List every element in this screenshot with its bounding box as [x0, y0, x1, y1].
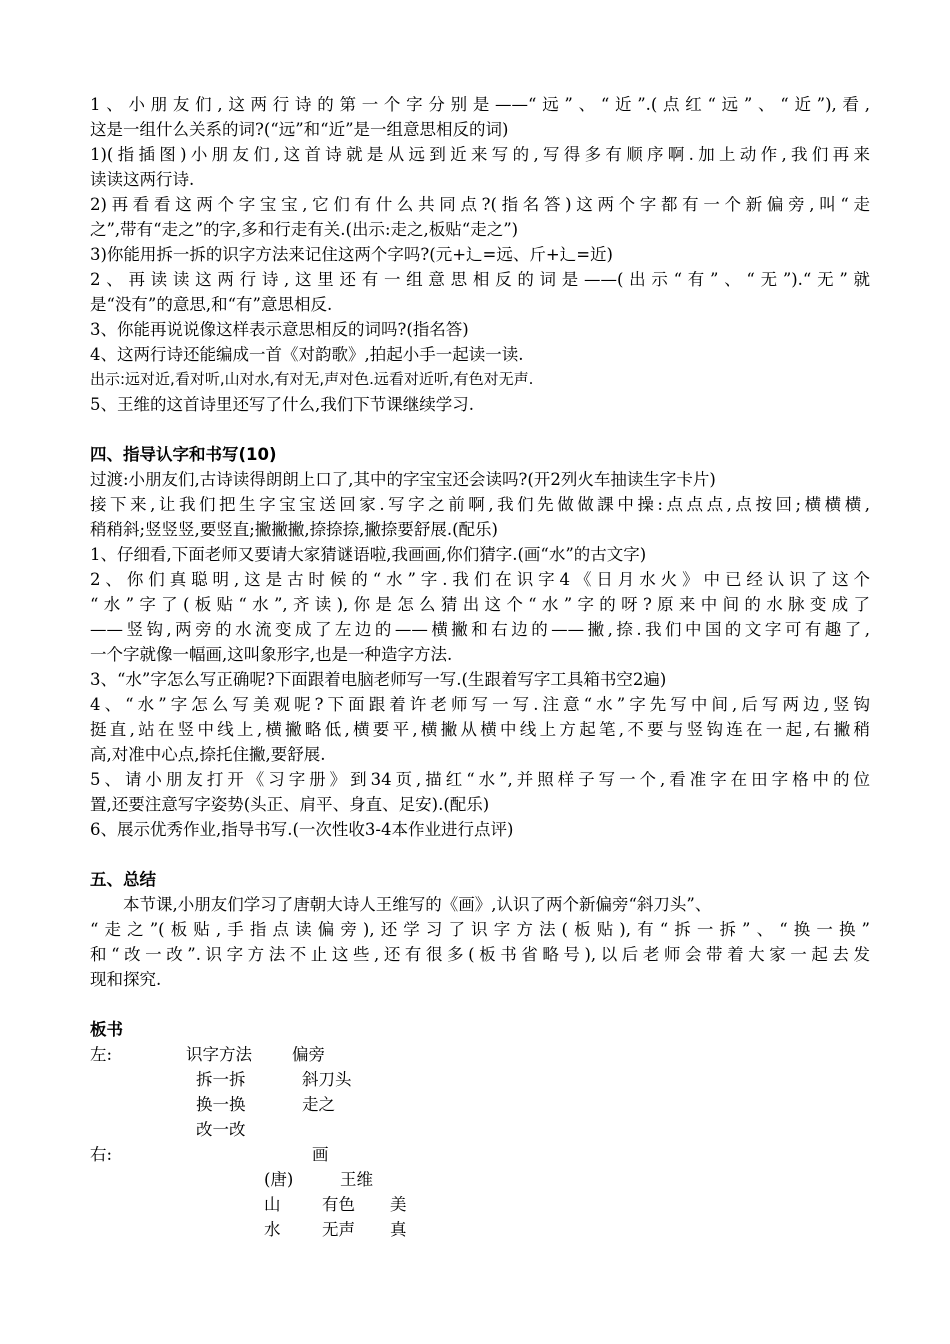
board-r1c3: 美: [390, 1195, 407, 1214]
board-r2c3: 真: [390, 1220, 407, 1239]
s4-line-5: 3、“水”字怎么写正确呢?下面跟着电脑老师写一写.(生跟着写字工具箱书空2遍): [90, 670, 667, 689]
s4-line-7a: 5、请小朋友打开《习字册》到34页,描红“水”,并照样子写一个,看准字在田字格中的位: [90, 770, 870, 789]
s4-line-8: 6、展示优秀作业,指导书写.(一次性收3-4本作业进行点评): [90, 820, 514, 839]
s4-line-7b: 置,还要注意写字姿势(头正、肩平、身直、足安).(配乐): [90, 795, 490, 814]
s4-line-2a: 接下来,让我们把生字宝宝送回家.写字之前啊,我们先做做課中操:点点点,点按回;横横横,: [90, 495, 870, 514]
board-radical-2: 走之: [302, 1095, 335, 1114]
s5-line-2: “走之”(板贴,手指点读偏旁),还学习了识字方法(板贴),有“拆一拆”、“换一换”: [90, 920, 870, 939]
board-heading: 板书: [90, 1020, 123, 1039]
board-poem-title: 画: [312, 1145, 329, 1164]
s3-line-3b: 之”,带有“走之”的字,多和行走有关.(出示:走之,板贴“走之”): [90, 220, 519, 239]
s3-line-4: 3)你能用拆一拆的识字方法来记住这两个字吗?(元+辶=远、斤+辶=近): [90, 245, 613, 264]
s3-line-1a: 1、小朋友们,这两行诗的第一个字分别是——“远”、“近”.(点红“远”、“近”),看,: [90, 95, 870, 114]
board-right-label: 右:: [90, 1145, 113, 1164]
s4-line-4a: 2、你们真聪明,这是古时候的“水”字.我们在识字4《日月水火》中已经认识了这个: [90, 570, 870, 589]
s3-line-2b: 读读这两行诗.: [90, 170, 195, 189]
board-method-3: 改一改: [196, 1120, 246, 1139]
s5-line-4: 现和探究.: [90, 970, 162, 989]
s3-line-5a: 2、再读读这两行诗,这里还有一组意思相反的词是——(出示“有”、“无”).“无”就: [90, 270, 870, 289]
s3-line-9: 5、王维的这首诗里还写了什么,我们下节课继续学习.: [90, 395, 474, 414]
board-r1c2: 有色: [322, 1195, 355, 1214]
section-5-heading: 五、总结: [90, 870, 156, 889]
s3-line-8: 出示:远对近,看对听,山对水,有对无,声对色.远看对近听,有色对无声.: [90, 370, 534, 388]
board-left-label: 左:: [90, 1045, 113, 1064]
s4-line-1: 过渡:小朋友们,古诗读得朗朗上口了,其中的字宝宝还会读吗?(开2列火车抽读生字卡片): [90, 470, 716, 489]
board-r1c1: 山: [264, 1195, 281, 1214]
s3-line-5b: 是“没有”的意思,和“有”意思相反.: [90, 295, 333, 314]
s3-line-6: 3、你能再说说像这样表示意思相反的词吗?(指名答): [90, 320, 469, 339]
board-layout: [90, 1042, 870, 1242]
lesson-document: [90, 92, 870, 1242]
board-method-2: 换一换: [196, 1095, 246, 1114]
s4-line-6b: 挺直,站在竖中线上,横撇略低,横要平,横撇从横中线上方起笔,不要与竖钩连在一起,右撇稍: [90, 720, 870, 739]
s3-line-1b: 这是一组什么关系的词?(“远”和“近”是一组意思相反的词): [90, 120, 509, 139]
s3-line-2a: 1)(指插图)小朋友们,这首诗就是从远到近来写的,写得多有顺序啊.加上动作,我们再来: [90, 145, 870, 164]
s4-line-4c: ——竖钩,两旁的水流变成了左边的——横撇和右边的——撇,捺.我们中国的文字可有趣了,: [90, 620, 870, 639]
s4-line-6c: 高,对准中心点,捺托住撇,要舒展.: [90, 745, 326, 764]
s3-line-3a: 2)再看看这两个字宝宝,它们有什么共同点?(指名答)这两个字都有一个新偏旁,叫“走: [90, 195, 870, 214]
s4-line-2b: 稍稍斜;竖竖竖,要竖直;撇撇撇,捺捺捺,撇捺要舒展.(配乐): [90, 520, 498, 539]
board-poet: 王维: [340, 1170, 373, 1189]
s4-line-6a: 4、“水”字怎么写美观呢?下面跟着许老师写一写.注意“水”字先写中间,后写两边,竖钩: [90, 695, 870, 714]
s4-line-4b: “水”字了(板贴“水”,齐读),你是怎么猜出这个“水”字的呀?原来中间的水脉变成了: [90, 595, 870, 614]
section-4-heading: 四、指导认字和书写(10): [90, 445, 277, 464]
s4-line-4d: 一个字就像一幅画,这叫象形字,也是一种造字方法.: [90, 645, 453, 664]
board-dynasty: (唐): [264, 1170, 294, 1189]
board-radical-header: 偏旁: [292, 1045, 325, 1064]
board-method-header: 识字方法: [186, 1045, 252, 1064]
board-r2c2: 无声: [322, 1220, 355, 1239]
board-r2c1: 水: [264, 1220, 281, 1239]
board-method-1: 拆一拆: [196, 1070, 246, 1089]
s5-line-3: 和“改一改”.识字方法不止这些,还有很多(板书省略号),以后老师会带着大家一起去发: [90, 945, 870, 964]
s5-line-1: 本节课,小朋友们学习了唐朝大诗人王维写的《画》,认识了两个新偏旁“斜刀头”、: [123, 895, 712, 914]
s3-line-7: 4、这两行诗还能编成一首《对韵歌》,拍起小手一起读一读.: [90, 345, 524, 364]
s4-line-3: 1、仔细看,下面老师又要请大家猜谜语啦,我画画,你们猜字.(画“水”的古文字): [90, 545, 647, 564]
board-radical-1: 斜刀头: [302, 1070, 352, 1089]
